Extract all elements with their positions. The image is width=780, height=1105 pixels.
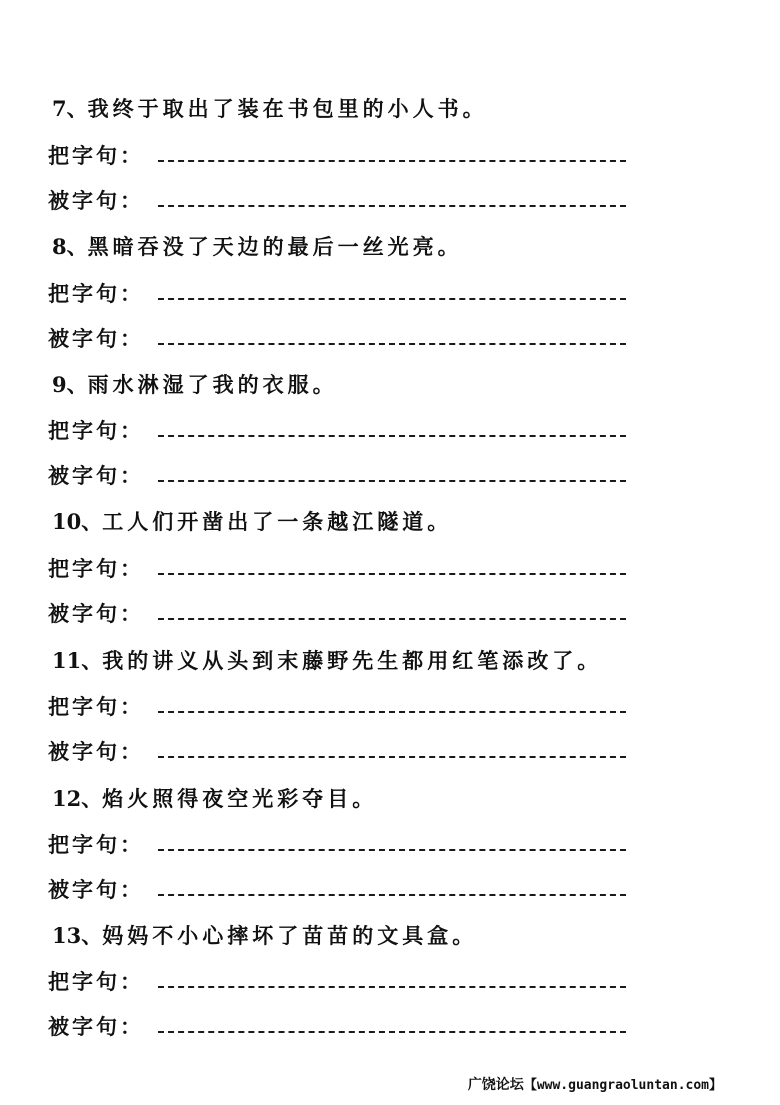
footer-watermark xyxy=(468,1074,722,1094)
exercise-text: 焰火照得夜空光彩夺目。 xyxy=(102,786,378,811)
exercise-text: 工人们开凿出了一条越江隧道。 xyxy=(102,509,453,534)
exercise-number: 8、 xyxy=(52,234,88,259)
exercise-number: 9、 xyxy=(52,372,88,397)
exercise-sentence xyxy=(52,783,377,813)
ba-label: 把字句： xyxy=(48,969,144,994)
ba-label: 把字句： xyxy=(48,281,144,306)
bei-answer-row xyxy=(48,460,628,490)
bei-label: 被字句： xyxy=(48,188,144,213)
ba-answer-line[interactable] xyxy=(158,573,626,575)
ba-label: 把字句： xyxy=(48,418,144,443)
bei-answer-line[interactable] xyxy=(158,205,626,207)
ba-answer-row xyxy=(48,966,628,996)
ba-answer-line[interactable] xyxy=(158,986,626,988)
bei-answer-row xyxy=(48,323,628,353)
exercise-text: 雨水淋湿了我的衣服。 xyxy=(87,372,338,397)
exercise-text: 黑暗吞没了天边的最后一丝光亮。 xyxy=(87,234,463,259)
exercise-number: 12、 xyxy=(52,786,103,811)
exercise-text: 我终于取出了装在书包里的小人书。 xyxy=(87,96,488,121)
bei-answer-line[interactable] xyxy=(158,618,626,620)
ba-answer-row xyxy=(48,140,628,170)
bei-label: 被字句： xyxy=(48,463,144,488)
bei-answer-row xyxy=(48,185,628,215)
bei-answer-row xyxy=(48,1011,628,1041)
bei-label: 被字句： xyxy=(48,1014,144,1039)
exercise-number: 11、 xyxy=(52,648,103,673)
exercise-sentence xyxy=(52,506,452,536)
ba-answer-line[interactable] xyxy=(158,711,626,713)
exercise-sentence xyxy=(52,920,477,950)
ba-answer-line[interactable] xyxy=(158,435,626,437)
ba-answer-line[interactable] xyxy=(158,298,626,300)
ba-label: 把字句： xyxy=(48,832,144,857)
exercise-text: 妈妈不小心摔坏了苗苗的文具盒。 xyxy=(102,923,478,948)
ba-label: 把字句： xyxy=(48,556,144,581)
footer-forum-name: 广饶论坛 xyxy=(467,1077,524,1093)
exercise-number: 7、 xyxy=(52,96,88,121)
bei-answer-line[interactable] xyxy=(158,343,626,345)
bei-answer-line[interactable] xyxy=(158,894,626,896)
bei-label: 被字句： xyxy=(48,877,144,902)
exercise-sentence xyxy=(52,93,488,123)
exercise-number: 10、 xyxy=(52,509,103,534)
exercise-number: 13、 xyxy=(52,923,103,948)
bei-answer-row xyxy=(48,598,628,628)
exercise-sentence xyxy=(52,231,463,261)
bei-answer-line[interactable] xyxy=(158,1031,626,1033)
ba-answer-line[interactable] xyxy=(158,849,626,851)
exercise-sentence xyxy=(52,369,338,399)
bei-label: 被字句： xyxy=(48,739,144,764)
ba-answer-row xyxy=(48,278,628,308)
bei-answer-row xyxy=(48,874,628,904)
bei-answer-row xyxy=(48,736,628,766)
bei-answer-line[interactable] xyxy=(158,480,626,482)
bei-label: 被字句： xyxy=(48,326,144,351)
ba-answer-row xyxy=(48,553,628,583)
exercise-sentence xyxy=(52,645,602,675)
bei-label: 被字句： xyxy=(48,601,144,626)
ba-answer-row xyxy=(48,829,628,859)
ba-answer-line[interactable] xyxy=(158,160,626,162)
exercise-text: 我的讲义从头到末藤野先生都用红笔添改了。 xyxy=(102,648,603,673)
ba-label: 把字句： xyxy=(48,694,144,719)
ba-label: 把字句： xyxy=(48,143,144,168)
ba-answer-row xyxy=(48,691,628,721)
footer-website[interactable]: 【www.guangraoluntan.com】 xyxy=(523,1078,722,1093)
ba-answer-row xyxy=(48,415,628,445)
bei-answer-line[interactable] xyxy=(158,756,626,758)
